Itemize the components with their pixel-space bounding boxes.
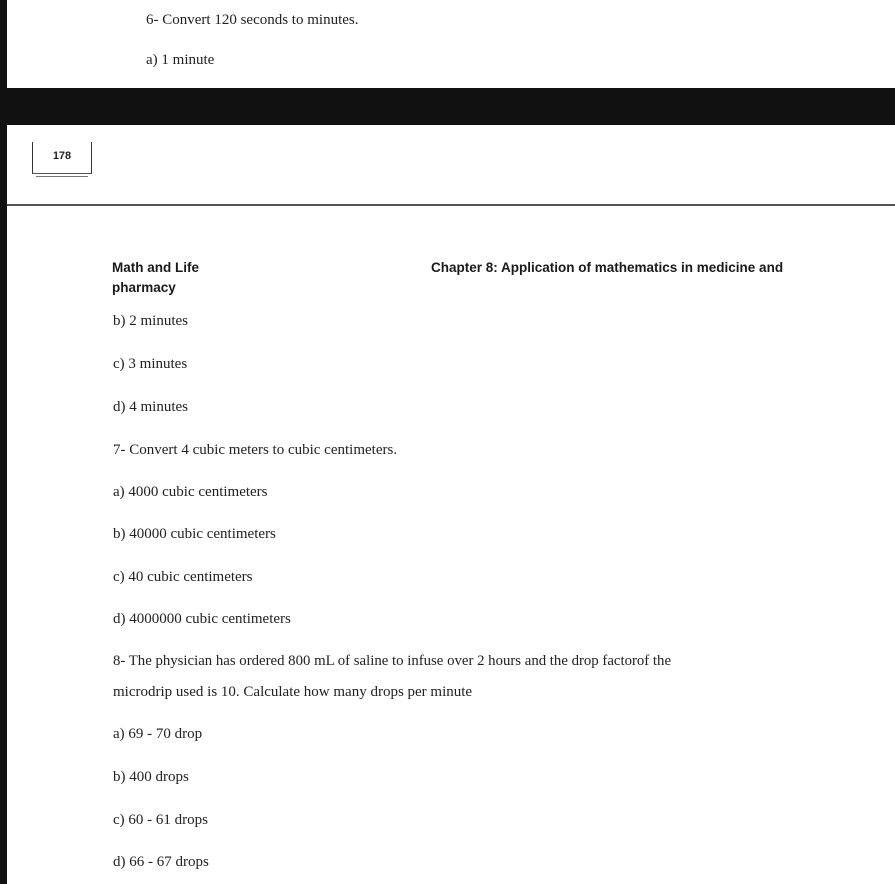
question-6-text: 6- Convert 120 seconds to minutes. [146, 12, 359, 28]
question-7-option-c: c) 40 cubic centimeters [113, 569, 253, 585]
previous-page-fragment [7, 0, 895, 88]
question-6-option-b: b) 2 minutes [113, 313, 188, 329]
question-8-option-d: d) 66 - 67 drops [113, 854, 209, 870]
header-left-line2: pharmacy [112, 280, 176, 295]
document-page [7, 125, 895, 884]
question-7-option-b: b) 40000 cubic centimeters [113, 526, 276, 542]
question-7-text: 7- Convert 4 cubic meters to cubic centimeters. [113, 442, 398, 458]
question-8-option-c: c) 60 - 61 drops [113, 812, 208, 828]
question-7-option-d: d) 4000000 cubic centimeters [113, 611, 291, 627]
question-8-line1: 8- The physician has ordered 800 mL of saline to infuse over 2 hours and the drop factorof the [113, 653, 672, 669]
question-8-option-a: a) 69 - 70 drop [113, 726, 203, 742]
question-6-option-c: c) 3 minutes [113, 356, 188, 372]
question-8-option-b: b) 400 drops [113, 769, 189, 785]
question-8-line2: microdrip used is 10. Calculate how many drops per minute [113, 684, 473, 700]
page-number: 178 [52, 150, 72, 162]
header-left-line1: Math and Life [112, 260, 199, 275]
question-6-option-a: a) 1 minute [146, 52, 215, 68]
question-7-option-a: a) 4000 cubic centimeters [113, 484, 268, 500]
question-6-option-d: d) 4 minutes [113, 399, 188, 415]
page-number-box [32, 142, 92, 174]
header-divider [7, 204, 895, 206]
header-chapter-title: Chapter 8: Application of mathematics in medicine and [431, 260, 784, 275]
